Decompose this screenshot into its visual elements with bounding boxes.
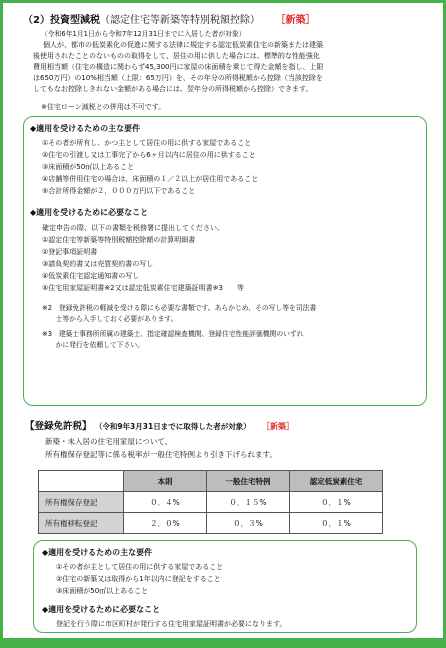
- registration-requirements-box: [33, 540, 417, 633]
- footer-bar: [3, 638, 443, 648]
- requirement-item: ①その者が所有し、かつ主として居住の用に供する家屋であること: [42, 139, 252, 147]
- table-cell: ２．０%: [124, 513, 207, 534]
- table-header-cell: 一般住宅特例: [207, 471, 290, 492]
- table-header-cell: 本則: [124, 471, 207, 492]
- section-subtitle: （令和6年1月1日から令和7年12月31日までに入居した者が対象）: [41, 30, 246, 38]
- body-line: 費用相当額（住宅の構造に関わらず45,300円に家屋の床面積を乗じて得た金額を指し、上限: [33, 63, 324, 71]
- document-item: ⑤住宅用家屋証明書※2又は認定低炭素住宅建築証明書※3 等: [42, 284, 244, 292]
- table-row: [39, 492, 383, 513]
- document-item: ②登記事項証明書: [42, 248, 98, 256]
- requirement-item: ①その者が主として居住の用に供する家屋であること: [56, 563, 224, 571]
- document-item: ①認定住宅等新築等特別税額控除額の計算明細書: [42, 236, 196, 244]
- body-line: は650万円）の10%相当額（上限：65万円）を、その年分の所得税額から控除（当該控除を: [33, 74, 323, 82]
- requirements-box: [23, 116, 427, 406]
- requirement-item: ⑤合計所得金額が２，０００万円以下であること: [42, 187, 196, 195]
- body-line: 後使用されたことのないものの取得をして、居住の用に供した場合には、標準的な性能強化: [33, 52, 320, 60]
- body-line: 個人が、都市の低炭素化の促進に関する法律に規定する認定低炭素住宅の新築または建築: [43, 41, 323, 49]
- tax-rate-table: [38, 470, 383, 534]
- requirement-item: ③床面積が50㎡以上あること: [56, 587, 149, 595]
- footnote-line: かに発行を依頼して下さい。: [42, 340, 144, 349]
- table-row: [39, 513, 383, 534]
- registration-intro-1: 新築・未入居の住宅用家屋について、: [45, 437, 173, 446]
- footnote-3: [42, 329, 422, 350]
- table-cell: ０．３%: [207, 513, 290, 534]
- requirement-item: ③床面積が50㎡以上あること: [42, 163, 135, 171]
- requirements-title: ◆適用を受けるための主な要件: [42, 548, 153, 557]
- table-cell: ０．１５%: [207, 492, 290, 513]
- needs-title: ◆適用を受けるために必要なこと: [42, 605, 161, 614]
- section-title: [23, 11, 315, 26]
- registration-heading: [25, 418, 294, 432]
- table-cell: ０．１%: [290, 513, 383, 534]
- requirements-title: ◆適用を受けるための主な要件: [30, 124, 141, 133]
- body-line: してもなお控除しきれない金額がある場合には、翌年分の所得税額から控除）できます。: [33, 85, 313, 93]
- section-body: [33, 40, 433, 95]
- registration-title: 【登録免許税】: [25, 421, 92, 432]
- table-header-cell: [39, 471, 124, 492]
- new-badge: ［新築］: [262, 422, 295, 431]
- requirement-item: ④店舗等併用住宅の場合は、床面積の１／２以上が居住用であること: [42, 175, 259, 183]
- table-header-cell: 認定低炭素住宅: [290, 471, 383, 492]
- registration-intro-2: 所有権保存登記等に係る税率が一般住宅特例より引き下げられます。: [45, 450, 277, 459]
- section-title-main: （2）投資型減税: [23, 15, 100, 26]
- table-cell: ０．１%: [290, 492, 383, 513]
- document-item: ③請負契約書又は売買契約書の写し: [42, 260, 154, 268]
- needs-intro: 確定申告の際、以下の書類を税務署に提出してください。: [42, 224, 224, 232]
- footnote-line: ※3 建築士事務所所属の建築士、指定確認検査機関、登録住宅性能評価機関のいずれ: [42, 330, 304, 338]
- table-cell: ０．４%: [124, 492, 207, 513]
- table-header-row: [39, 471, 383, 492]
- requirement-item: ②住宅の新築又は取得から1年以内に登記をすること: [56, 575, 221, 583]
- section-title-paren: （認定住宅等新築等特別税額控除）: [99, 15, 260, 26]
- document-item: ④低炭素住宅認定通知書の写し: [42, 272, 140, 280]
- needs-title: ◆適用を受けるために必要なこと: [30, 208, 149, 217]
- needs-text: 登記を行う際に市区町村が発行する住宅用家屋証明書が必要になります。: [56, 620, 287, 628]
- loan-note: ※住宅ローン減税との併用は不可です。: [41, 103, 166, 111]
- registration-condition: （令和9年3月31日までに取得した者が対象）: [94, 422, 251, 431]
- table-row-label: 所有権保存登記: [39, 492, 124, 513]
- table-row-label: 所有権移転登記: [39, 513, 124, 534]
- footnote-2: [42, 303, 422, 324]
- new-badge: ［新築］: [275, 15, 316, 26]
- requirement-item: ②住宅の引渡し又は工事完了から6ヶ月以内に居住の用に供すること: [42, 151, 256, 159]
- footnote-line: ※2 登録免許税の軽減を受ける際にも必要な書類です。あらかじめ、その写し等を司法書: [42, 304, 317, 312]
- footnote-line: 士等から入手しておく必要があります。: [42, 314, 178, 323]
